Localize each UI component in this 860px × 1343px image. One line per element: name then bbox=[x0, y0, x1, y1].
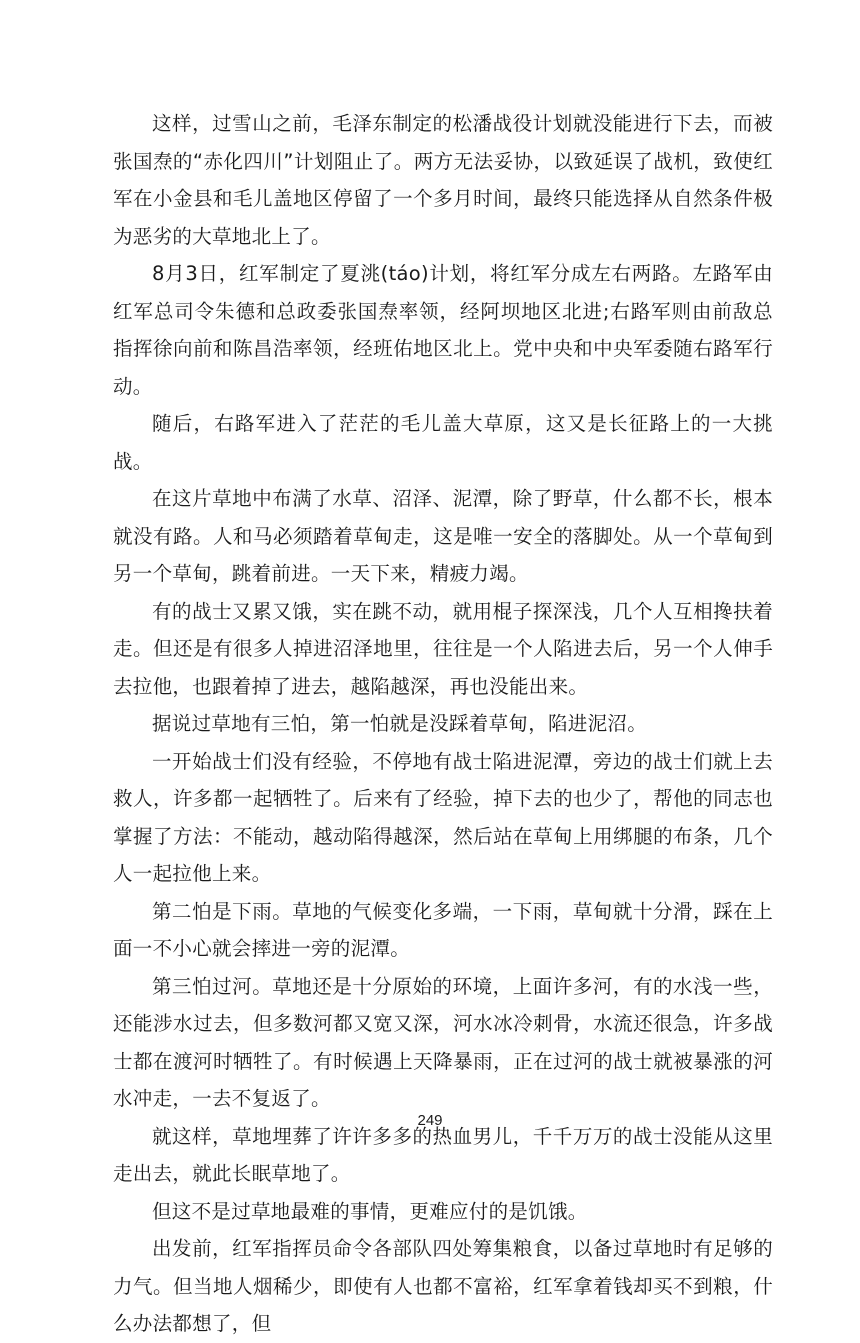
paragraph-12: 出发前，红军指挥员命令各部队四处筹集粮食，以备过草地时有足够的力气。但当地人烟稀少，即使有人也都不富裕，红军拿着钱却买不到粮，什么办法都想了，但 bbox=[113, 1237, 773, 1335]
paragraph-4: 在这片草地中布满了水草、沼泽、泥潭，除了野草，什么都不长，根本就没有路。人和马必须踏着草甸走，这是唯一安全的落脚处。从一个草甸到另一个草甸，跳着前进。一天下来，精疲力竭。 bbox=[113, 487, 773, 585]
paragraph-6: 据说过草地有三怕，第一怕就是没踩着草甸，陷进泥沼。 bbox=[152, 712, 648, 735]
paragraph-3: 随后，右路军进入了茫茫的毛儿盖大草原，这又是长征路上的一大挑战。 bbox=[113, 412, 773, 473]
paragraph-9: 第三怕过河。草地还是十分原始的环境，上面许多河，有的水浅一些，还能涉水过去，但多数河都又宽又深，河水冰冷刺骨，水流还很急，许多战士都在渡河时牺牲了。有时候遇上天降暴雨，正在过河的战士就被暴涨的河水冲走，一去不复返了。 bbox=[113, 974, 773, 1110]
paragraph-1: 这样，过雪山之前，毛泽东制定的松潘战役计划就没能进行下去，而被张国焘的“赤化四川”计划阻止了。两方无法妥协，以致延误了战机，致使红军在小金县和毛儿盖地区停留了一个多月时间，最终只能选择从自然条件极为恶劣的大草地北上了。 bbox=[113, 112, 773, 248]
paragraph-2: 8月3日，红军制定了夏洮(táo)计划，将红军分成左右两路。左路军由红军总司令朱德和总政委张国焘率领，经阿坝地区北进;右路军则由前敌总指挥徐向前和陈昌浩率领，经班佑地区北上。党中央和中央军委随右路军行动。 bbox=[113, 262, 773, 398]
paragraph-7: 一开始战士们没有经验，不停地有战士陷进泥潭，旁边的战士们就上去救人，许多都一起牺牲了。后来有了经验，掉下去的也少了，帮他的同志也掌握了方法：不能动，越动陷得越深，然后站在草甸上用绑腿的布条，几个人一起拉他上来。 bbox=[113, 749, 773, 885]
page-number: 249 bbox=[417, 1112, 443, 1129]
body-text bbox=[113, 105, 773, 1343]
paragraph-5: 有的战士又累又饿，实在跳不动，就用棍子探深浅，几个人互相搀扶着走。但还是有很多人掉进沼泽地里，往往是一个人陷进去后，另一个人伸手去拉他，也跟着掉了进去，越陷越深，再也没能出来。 bbox=[113, 599, 773, 698]
paragraph-8: 第二怕是下雨。草地的气候变化多端，一下雨，草甸就十分滑，踩在上面一不小心就会摔进一旁的泥潭。 bbox=[113, 899, 773, 960]
paragraph-10: 就这样，草地埋葬了许许多多的热血男儿，千千万万的战士没能从这里走出去，就此长眠草地了。 bbox=[113, 1124, 773, 1185]
paragraph-11: 但这不是过草地最难的事情，更难应付的是饥饿。 bbox=[152, 1199, 588, 1223]
